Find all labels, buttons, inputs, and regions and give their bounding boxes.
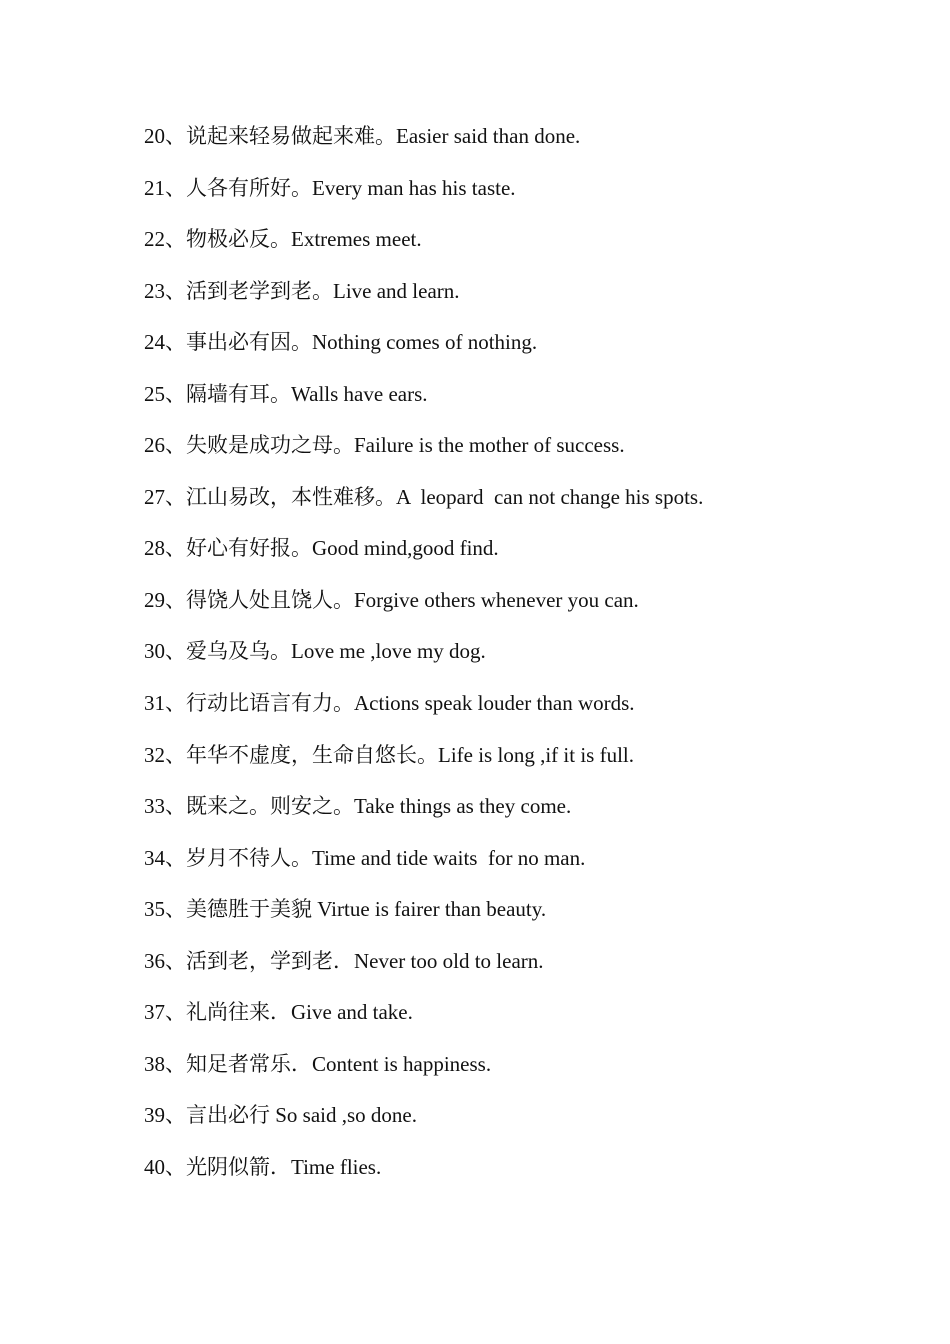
proverb-item: 27、江山易改，本性难移。A leopard can not change his spots. — [144, 484, 704, 509]
proverb-list — [144, 118, 703, 1200]
proverb-item: 37、礼尚往来．Give and take. — [144, 1000, 413, 1025]
proverb-item: 36、活到老，学到老．Never too old to learn. — [144, 948, 544, 973]
proverb-item: 22、物极必反。Extremes meet. — [144, 227, 422, 252]
proverb-item: 26、失败是成功之母。Failure is the mother of success. — [144, 433, 625, 458]
proverb-item: 25、隔墙有耳。Walls have ears. — [144, 381, 428, 406]
proverb-item: 29、得饶人处且饶人。Forgive others whenever you can. — [144, 587, 639, 612]
proverb-item: 39、言出必行 So said ,so done. — [144, 1103, 417, 1128]
proverb-item: 20、说起来轻易做起来难。Easier said than done. — [144, 124, 581, 148]
proverb-item: 40、光阴似箭．Time flies. — [144, 1154, 382, 1179]
proverb-item: 35、美德胜于美貌 Virtue is fairer than beauty. — [144, 897, 547, 922]
proverb-item: 34、岁月不待人。Time and tide waits for no man. — [144, 845, 586, 870]
proverb-item: 32、年华不虚度，生命自悠长。Life is long ,if it is full. — [144, 742, 634, 767]
proverb-item: 28、好心有好报。Good mind,good find. — [144, 536, 499, 561]
proverb-item: 31、行动比语言有力。Actions speak louder than words. — [144, 691, 635, 716]
proverb-item: 24、事出必有因。Nothing comes of nothing. — [144, 330, 538, 355]
proverb-item: 21、人各有所好。Every man has his taste. — [144, 175, 516, 200]
proverb-item: 38、知足者常乐．Content is happiness. — [144, 1051, 492, 1076]
proverb-item: 33、既来之。则安之。Take things as they come. — [144, 794, 572, 819]
proverb-item: 30、爱乌及乌。Love me ,love my dog. — [144, 639, 486, 664]
proverb-item: 23、活到老学到老。Live and learn. — [144, 278, 460, 303]
